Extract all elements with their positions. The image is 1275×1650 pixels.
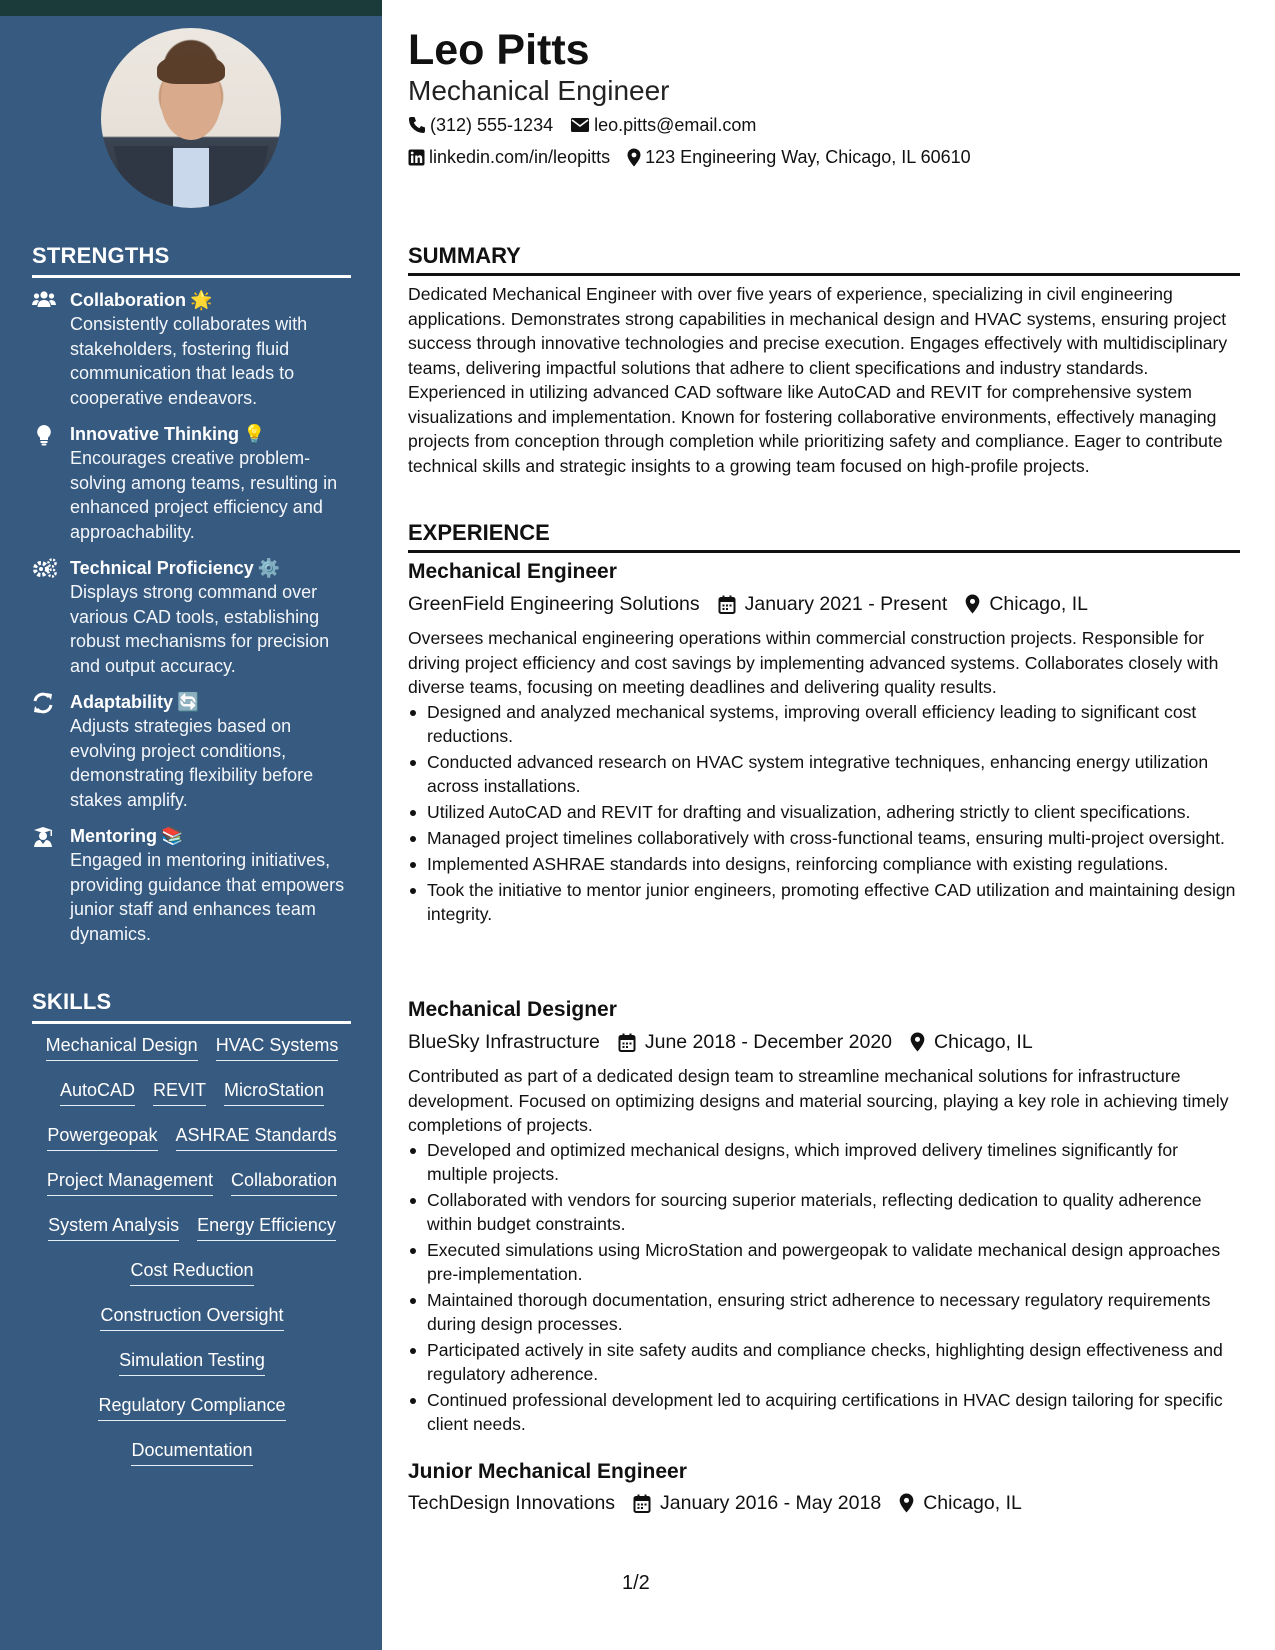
map-marker-icon	[627, 148, 641, 167]
envelope-icon	[570, 117, 590, 133]
gear-emoji: ⚙️	[257, 558, 281, 578]
candidate-name: Leo Pitts	[408, 26, 590, 74]
linkedin-contact[interactable]	[408, 145, 610, 169]
skill-tag: Cost Reduction	[130, 1258, 253, 1286]
candidate-title: Mechanical Engineer	[408, 75, 670, 106]
bullet-item: Took the initiative to mentor junior engineers, promoting effective CAD utilization and maintaining design integrity.	[408, 878, 1240, 926]
lightbulb-icon	[32, 422, 70, 544]
books-emoji: 📚	[161, 826, 184, 846]
experience-heading: EXPERIENCE	[408, 520, 1240, 553]
teacher-icon	[32, 824, 70, 946]
arrows-emoji: 🔄	[177, 692, 200, 712]
job-dates	[718, 591, 948, 617]
contact-row-2	[408, 145, 988, 169]
job-meta	[408, 1490, 1040, 1516]
job-meta	[408, 591, 1106, 617]
phone-contact[interactable]	[408, 113, 553, 137]
dates-text: June 2018 - December 2020	[644, 1031, 893, 1053]
skill-tag: MicroStation	[224, 1078, 324, 1106]
calendar-icon	[618, 1033, 636, 1052]
strengths-list	[32, 288, 352, 958]
star-emoji: 🌟	[190, 290, 213, 310]
calendar-icon	[718, 595, 736, 614]
strength-title: Adaptability	[70, 692, 174, 712]
skill-tag: System Analysis	[48, 1213, 179, 1241]
linkedin-icon	[408, 149, 425, 166]
strength-title: Innovative Thinking	[70, 424, 240, 444]
skill-tag: Regulatory Compliance	[98, 1393, 285, 1421]
job-meta	[408, 1029, 1051, 1055]
skills-heading: SKILLS	[32, 989, 351, 1024]
dates-text: January 2016 - May 2018	[660, 1492, 882, 1514]
location-text: Chicago, IL	[934, 1031, 1033, 1053]
job-bullets	[408, 1138, 1240, 1438]
job-location	[910, 1029, 1033, 1055]
job-title: Mechanical Designer	[408, 998, 617, 1021]
skill-tag: Simulation Testing	[119, 1348, 265, 1376]
bullet-item: Executed simulations using MicroStation and powergeopak to validate mechanical design approaches pre-implementation.	[408, 1238, 1240, 1286]
job-dates	[618, 1029, 892, 1055]
address-text: 123 Engineering Way, Chicago, IL 60610	[645, 147, 971, 167]
skill-tag: ASHRAE Standards	[176, 1123, 337, 1151]
sidebar-top-bar	[0, 0, 382, 16]
email-text: leo.pitts@email.com	[594, 115, 757, 135]
strength-item	[32, 556, 352, 678]
job-title: Mechanical Engineer	[408, 560, 617, 583]
email-contact[interactable]	[570, 113, 756, 137]
job-dates	[633, 1490, 881, 1516]
strength-desc: Adjusts strategies based on evolving project conditions, demonstrating flexibility before stakes amplify.	[70, 716, 314, 810]
skill-tag: Mechanical Design	[46, 1033, 198, 1061]
cogs-icon	[32, 556, 70, 678]
job-location	[899, 1490, 1022, 1516]
company-name: BlueSky Infrastructure	[408, 1031, 600, 1053]
skill-tag: Construction Oversight	[100, 1303, 283, 1331]
strength-item	[32, 288, 352, 410]
summary-heading: SUMMARY	[408, 243, 1240, 276]
skill-tag: Energy Efficiency	[197, 1213, 336, 1241]
bullet-item: Designed and analyzed mechanical systems, improving overall efficiency leading to significant cost reductions.	[408, 700, 1240, 748]
skill-tag: AutoCAD	[60, 1078, 135, 1106]
job-description: Contributed as part of a dedicated design team to streamline mechanical solutions for infrastructure development. Focused on optimizing designs and material sourcing, playing a key role in achieving timely completions of projects.	[408, 1066, 1229, 1135]
bullet-item: Participated actively in site safety audits and compliance checks, highlighting design effectiveness and regulatory adherence.	[408, 1338, 1240, 1386]
summary-text: Dedicated Mechanical Engineer with over five years of experience, specializing in civil engineering applications. Demonstrates strong capabilities in mechanical design and HVAC systems, ensuring project success through innovative technologies and precise execution. Engages effectively with multidisciplinary teams, delivering impactful solutions that adhere to client specifications and industry standards. Experienced in utilizing advanced CAD software like AutoCAD and REVIT for comprehensive system visualizations and implementation. Known for fostering collaborative environments, effectively managing projects from conception through completion while prioritizing safety and compliance. Eager to contribute technical skills and strategic insights to a growing team focused on high-profile projects.	[408, 284, 1228, 476]
job-title: Junior Mechanical Engineer	[408, 1460, 687, 1483]
job-bullets	[408, 700, 1240, 928]
address-contact	[627, 145, 971, 169]
strength-item	[32, 690, 352, 812]
bullet-item: Maintained thorough documentation, ensuring strict adherence to necessary regulatory requirements during design processes.	[408, 1288, 1240, 1336]
location-text: Chicago, IL	[923, 1492, 1022, 1514]
strength-desc: Consistently collaborates with stakeholders, fostering fluid communication that leads to cooperative endeavors.	[70, 314, 308, 408]
bullet-item: Developed and optimized mechanical designs, which improved delivery timelines significantly for multiple projects.	[408, 1138, 1240, 1186]
calendar-icon	[633, 1494, 651, 1513]
skill-tag: REVIT	[153, 1078, 206, 1106]
strengths-heading: STRENGTHS	[32, 243, 351, 278]
strength-desc: Encourages creative problem-solving among teams, resulting in enhanced project efficiency and approachability.	[70, 448, 338, 542]
phone-text: (312) 555-1234	[430, 115, 554, 135]
phone-icon	[408, 116, 426, 134]
job-description: Oversees mechanical engineering operations within commercial construction projects. Responsible for driving project efficiency and cost savings by implementing advanced systems. Collaborates closely with diverse teams, focusing on meeting deadlines and delivering quality results.	[408, 628, 1219, 697]
bullet-item: Continued professional development led to acquiring certifications in HVAC design tailoring for specific client needs.	[408, 1388, 1240, 1436]
bullet-item: Conducted advanced research on HVAC system integrative techniques, enhancing energy utilization across installations.	[408, 750, 1240, 798]
strength-desc: Engaged in mentoring initiatives, providing guidance that empowers junior staff and enhances team dynamics.	[70, 850, 345, 944]
skill-tag: Documentation	[131, 1438, 252, 1466]
skill-tag: Project Management	[47, 1168, 213, 1196]
users-icon	[32, 288, 70, 410]
company-name: GreenField Engineering Solutions	[408, 593, 700, 615]
map-marker-icon	[910, 1032, 925, 1052]
skill-tag: Powergeopak	[47, 1123, 157, 1151]
bullet-item: Implemented ASHRAE standards into designs, reinforcing compliance with existing regulations.	[408, 852, 1240, 876]
bullet-item: Utilized AutoCAD and REVIT for drafting and visualization, adhering strictly to client specifications.	[408, 800, 1240, 824]
bullet-item: Collaborated with vendors for sourcing superior materials, reflecting dedication to quality adherence within budget constraints.	[408, 1188, 1240, 1236]
contact-row-1	[408, 113, 773, 137]
skills-list	[32, 1033, 352, 1483]
strength-title: Technical Proficiency	[70, 558, 254, 578]
job-location	[965, 591, 1088, 617]
dates-text: January 2021 - Present	[744, 593, 948, 615]
strength-title: Collaboration	[70, 290, 186, 310]
strength-item	[32, 422, 352, 544]
linkedin-text: linkedin.com/in/leopitts	[429, 147, 611, 167]
skill-tag: HVAC Systems	[216, 1033, 339, 1061]
sidebar	[0, 0, 382, 1650]
page-number: 1/2	[622, 1572, 650, 1594]
strength-item	[32, 824, 352, 946]
skill-tag: Collaboration	[231, 1168, 337, 1196]
map-marker-icon	[965, 594, 980, 614]
strength-desc: Displays strong command over various CAD tools, establishing robust mechanisms for precision and output accuracy.	[70, 582, 330, 676]
map-marker-icon	[899, 1493, 914, 1513]
lightbulb-emoji: 💡	[243, 424, 266, 444]
strength-title: Mentoring	[70, 826, 157, 846]
company-name: TechDesign Innovations	[408, 1492, 616, 1514]
location-text: Chicago, IL	[989, 593, 1088, 615]
bullet-item: Managed project timelines collaboratively with cross-functional teams, ensuring multi-project oversight.	[408, 826, 1240, 850]
sync-icon	[32, 690, 70, 812]
profile-photo	[101, 28, 281, 208]
